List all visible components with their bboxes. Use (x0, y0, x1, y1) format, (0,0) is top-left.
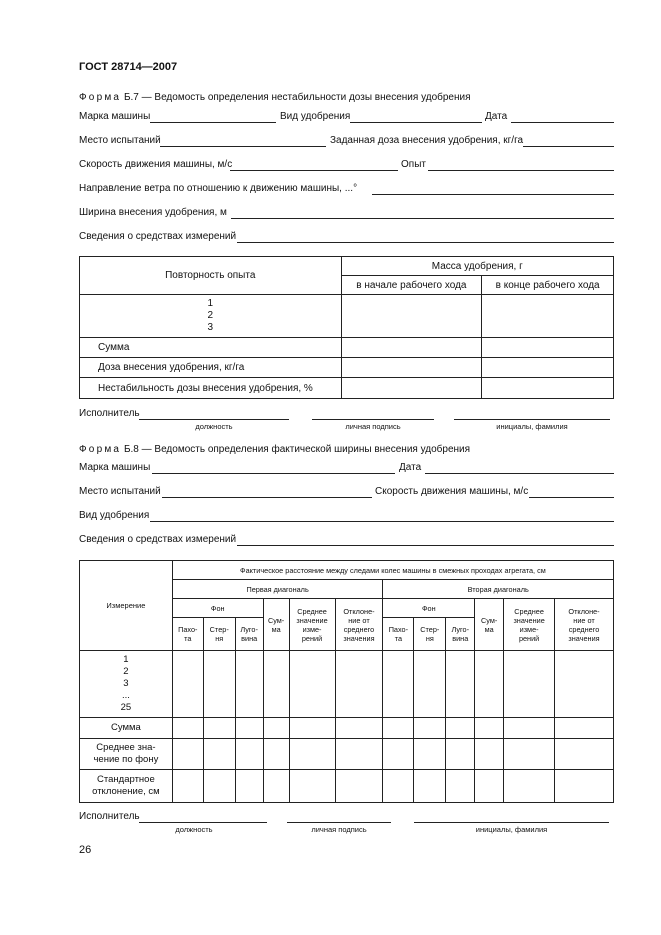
b8-diag2-meadow-header: Луго- вина (446, 618, 475, 651)
b8-diag1-header: Первая диагональ (172, 580, 383, 599)
b8-brand-input-line[interactable] (152, 473, 395, 474)
b8-cell[interactable] (335, 651, 383, 718)
b7-signature-caption: личная подпись (345, 422, 401, 431)
b7-col-repeat-header: Повторность опыта (80, 257, 342, 295)
b7-executor-label: Исполнитель (79, 408, 140, 419)
page-number: 26 (79, 844, 92, 856)
b8-diag1-sum-header: Сум- ма (263, 599, 289, 651)
b8-cell[interactable] (335, 770, 383, 803)
b8-cell[interactable] (504, 739, 555, 770)
b7-dose-label: Заданная доза внесения удобрения, кг/га (330, 135, 524, 146)
b8-diag1-mean-header: Среднее значение изме- рений (289, 599, 335, 651)
b7-row-instability-label: Нестабильность дозы внесения удобрения, % (80, 378, 342, 399)
b8-name-caption: инициалы, фамилия (475, 825, 548, 834)
b7-name-caption: инициалы, фамилия (496, 422, 568, 431)
b8-diag1-background-header: Фон (172, 599, 263, 618)
b8-cell[interactable] (383, 770, 414, 803)
b8-diag1-stubble-header: Стер- ня (203, 618, 235, 651)
b8-cell[interactable] (172, 739, 203, 770)
b8-cell[interactable] (203, 770, 235, 803)
b8-top-header: Фактическое расстояние между следами колес машины в смежных проходах агрегата, см (172, 561, 613, 580)
b8-diag2-deviation-header: Отклоне- ние от среднего значения (555, 599, 614, 651)
b8-cell[interactable] (289, 651, 335, 718)
b8-cell[interactable] (383, 718, 414, 739)
form-b7-title (79, 92, 471, 103)
b8-speed-input-line[interactable] (529, 497, 614, 498)
document-standard-title: ГОСТ 28714—2007 (79, 61, 178, 73)
b8-cell[interactable] (172, 718, 203, 739)
b8-cell[interactable] (475, 718, 504, 739)
b8-cell[interactable] (235, 770, 263, 803)
b8-diag1-plow-header: Пахо- та (172, 618, 203, 651)
b7-fert-type-label: Вид удобрения (280, 111, 351, 122)
b8-cell[interactable] (555, 718, 614, 739)
form-b8-title (79, 444, 470, 455)
b8-cell[interactable] (555, 770, 614, 803)
b8-diag2-mean-header: Среднее значение изме- рений (504, 599, 555, 651)
b8-width-table (79, 560, 614, 803)
b8-executor-label: Исполнитель (79, 811, 140, 822)
b8-diag2-header: Вторая диагональ (383, 580, 614, 599)
b8-name-line[interactable] (414, 822, 609, 823)
b8-diag2-plow-header: Пахо- та (383, 618, 414, 651)
b7-row-sum-label: Сумма (80, 338, 342, 358)
b7-instruments-label: Сведения о средствах измерений (79, 231, 237, 242)
b8-date-label: Дата (399, 462, 422, 473)
form-b7-title-text: Б.7 — Ведомость определения нестабильности дозы внесения удобрения (123, 92, 471, 103)
b8-cell[interactable] (383, 651, 414, 718)
b8-row-std-label: Стандартное отклонение, см (80, 770, 173, 803)
b7-rep-3: 3 (207, 322, 214, 333)
form-b8-title-word: Форма (79, 444, 122, 455)
b8-cell[interactable] (203, 739, 235, 770)
b7-cell-end-instability[interactable] (482, 378, 614, 399)
b8-cell[interactable] (504, 770, 555, 803)
b8-place-input-line[interactable] (162, 497, 372, 498)
form-b8-title-text: Б.8 — Ведомость определения фактической ширины внесения удобрения (123, 444, 471, 455)
b7-instruments-input-line[interactable] (237, 242, 614, 243)
b8-diag1-deviation-header: Отклоне- ние от среднего значения (335, 599, 383, 651)
b8-signature-caption: личная подпись (311, 825, 367, 834)
b7-date-input-line[interactable] (511, 122, 614, 123)
b7-brand-input-line[interactable] (150, 122, 276, 123)
b7-cell-start-sum[interactable] (341, 338, 482, 358)
b8-fert-type-input-line[interactable] (150, 521, 614, 522)
b8-measure-numbers-cell (80, 651, 173, 718)
b8-diag2-background-header: Фон (383, 599, 475, 618)
b8-cell[interactable] (263, 739, 289, 770)
b8-date-input-line[interactable] (425, 473, 614, 474)
b8-cell[interactable] (383, 739, 414, 770)
b8-row-mean-bg-label: Среднее зна- чение по фону (80, 739, 173, 770)
b7-cell-start-instability[interactable] (341, 378, 482, 399)
b7-wind-input-line[interactable] (372, 194, 614, 195)
b8-cell[interactable] (555, 651, 614, 718)
b8-cell[interactable] (414, 651, 446, 718)
b8-cell[interactable] (475, 651, 504, 718)
b8-cell[interactable] (235, 739, 263, 770)
b8-cell[interactable] (446, 651, 475, 718)
b8-signature-line[interactable] (287, 822, 391, 823)
b7-speed-label: Скорость движения машины, м/с (79, 159, 233, 170)
b8-cell[interactable] (289, 770, 335, 803)
b8-cell[interactable] (504, 651, 555, 718)
b8-cell[interactable] (289, 739, 335, 770)
b7-trial-input-line[interactable] (428, 170, 614, 171)
b8-cell[interactable] (504, 718, 555, 739)
b8-cell[interactable] (475, 770, 504, 803)
b7-wind-label: Направление ветра по отношению к движению машины, ...° (79, 183, 358, 194)
b8-cell[interactable] (235, 651, 263, 718)
b7-signature-line[interactable] (312, 419, 434, 420)
b8-cell[interactable] (446, 718, 475, 739)
b8-brand-label: Марка машины (79, 462, 151, 473)
b7-rep-1: 1 (207, 298, 214, 309)
b7-trial-label: Опыт (401, 159, 426, 170)
b8-cell[interactable] (172, 651, 203, 718)
b8-instruments-input-line[interactable] (237, 545, 614, 546)
b8-cell[interactable] (172, 770, 203, 803)
b8-diag2-stubble-header: Стер- ня (414, 618, 446, 651)
b7-col-start-header: в начале рабочего хода (341, 276, 482, 295)
b7-name-line[interactable] (454, 419, 610, 420)
b8-row-sum-label: Сумма (80, 718, 173, 739)
b8-speed-label: Скорость движения машины, м/с (375, 486, 529, 497)
b7-width-label: Ширина внесения удобрения, м (79, 207, 227, 218)
b8-cell[interactable] (335, 739, 383, 770)
b8-cell[interactable] (475, 739, 504, 770)
b8-position-line[interactable] (139, 822, 267, 823)
b8-cell[interactable] (289, 718, 335, 739)
b8-cell[interactable] (414, 739, 446, 770)
b8-cell[interactable] (555, 739, 614, 770)
b7-speed-input-line[interactable] (230, 170, 398, 171)
b7-position-caption: должность (195, 422, 233, 431)
b8-num-1: 1 (123, 654, 129, 665)
b8-cell[interactable] (263, 651, 289, 718)
b8-fert-type-label: Вид удобрения (79, 510, 150, 521)
b7-cell-start-dose[interactable] (341, 358, 482, 378)
form-b7-title-word: Форма (79, 92, 122, 103)
b8-num-25: 25 (120, 702, 132, 713)
b8-num-3: 3 (123, 678, 129, 689)
b8-cell[interactable] (414, 718, 446, 739)
b8-cell[interactable] (414, 770, 446, 803)
b7-rep-2: 2 (207, 310, 214, 321)
b8-diag1-meadow-header: Луго- вина (235, 618, 263, 651)
b8-cell[interactable] (446, 739, 475, 770)
b8-cell[interactable] (263, 770, 289, 803)
b8-cell[interactable] (235, 718, 263, 739)
b8-instruments-label: Сведения о средствах измерений (79, 534, 237, 545)
b7-date-label: Дата (485, 111, 508, 122)
b7-cell-end-reps[interactable] (482, 295, 614, 338)
b7-row-dose-label: Доза внесения удобрения, кг/га (80, 358, 342, 378)
b7-mass-table (79, 256, 614, 399)
b7-fert-type-input-line[interactable] (350, 122, 482, 123)
b7-col-end-header: в конце рабочего хода (482, 276, 614, 295)
b8-col-measure-header: Измерение (80, 561, 173, 651)
b7-col-mass-header: Масса удобрения, г (341, 257, 613, 276)
b7-place-input-line[interactable] (160, 146, 326, 147)
b7-position-line[interactable] (139, 419, 289, 420)
b7-brand-label: Марка машины (79, 111, 151, 122)
b7-cell-end-sum[interactable] (482, 338, 614, 358)
b8-place-label: Место испытаний (79, 486, 161, 497)
b8-cell[interactable] (203, 718, 235, 739)
b8-position-caption: должность (175, 825, 213, 834)
b8-cell[interactable] (263, 718, 289, 739)
b7-place-label: Место испытаний (79, 135, 161, 146)
b7-dose-input-line[interactable] (523, 146, 614, 147)
b8-diag2-sum-header: Сум- ма (475, 599, 504, 651)
b7-cell-end-dose[interactable] (482, 358, 614, 378)
b7-width-input-line[interactable] (231, 218, 614, 219)
b8-cell[interactable] (446, 770, 475, 803)
b7-cell-start-reps[interactable] (341, 295, 482, 338)
b8-cell[interactable] (335, 718, 383, 739)
b7-repeat-numbers-cell (80, 295, 342, 338)
b8-num-dots: ... (121, 690, 130, 701)
b8-num-2: 2 (123, 666, 129, 677)
b8-cell[interactable] (203, 651, 235, 718)
